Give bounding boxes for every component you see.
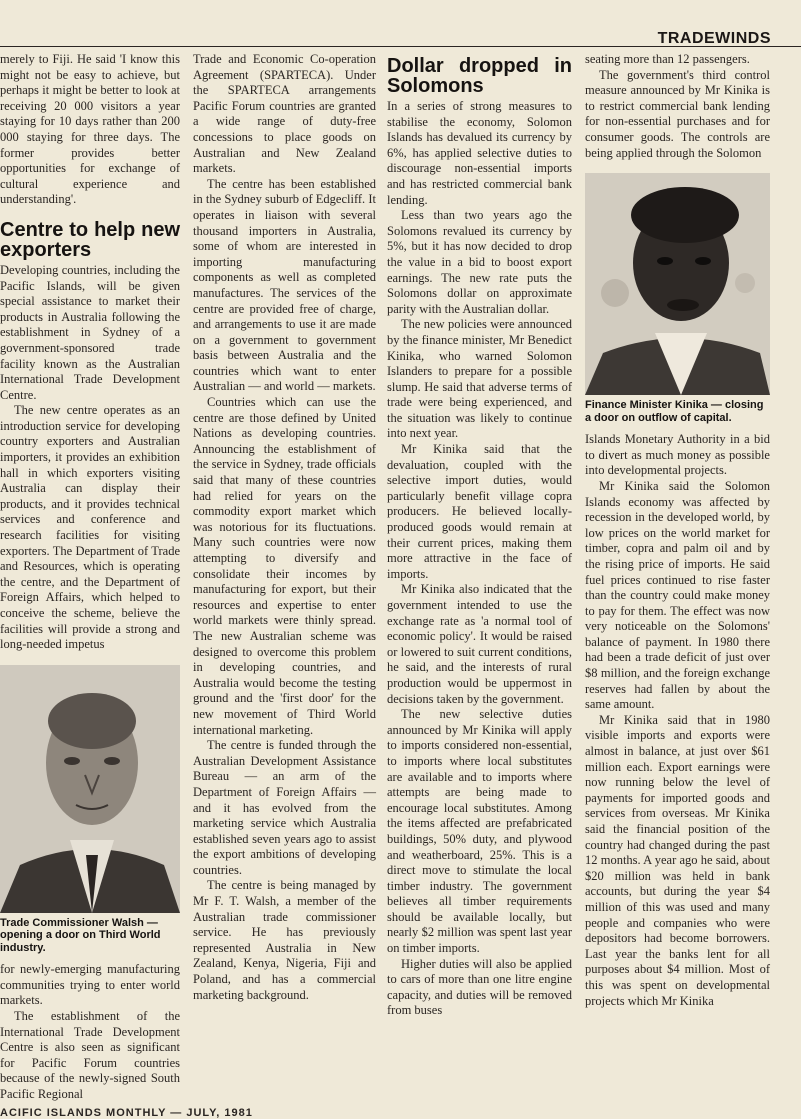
paragraph: Trade and Economic Co-operation Agreement (SPARTECA). Under the SPARTECA arrangements Pacific Forum countries are granted a wide range of duty-free concessions to place goods on Australian and New Zealand markets. <box>193 52 376 176</box>
paragraph: The new policies were announced by the finance minister, Mr Benedict Kinika, who warned Solomon Islanders to prepare for a possible slump. He said that adverse terms of trade were being experienced, and the situation was likely to continue into next year. <box>387 317 572 441</box>
page-footer: ACIFIC ISLANDS MONTHLY — JULY, 1981 <box>0 1107 253 1119</box>
paragraph: The centre is funded through the Australian Development Assistance Bureau — an arm of the Department of Foreign Affairs — and it has evolved from the marketing service which Australia established seven years ago to assist the export ambitions of developing countries. <box>193 738 376 877</box>
paragraph: seating more than 12 passengers. <box>585 52 750 66</box>
column-1 <box>0 52 180 1103</box>
paragraph: The centre has been established in the Sydney suburb of Edgecliff. It operates in liaison with several thousand importers in Australia, some of whom are interested in importing manufacturing components as well as completed manufactures. The services of the centre are provided free of charge, and arrangements to use it are made on a government to government basis between Australia and the countries which want to enter Australian — and world — markets. <box>193 176 376 394</box>
paragraph: The establishment of the International Trade Development Centre is also seen as significant for Pacific Forum countries because of the newly-signed South Pacific Regional <box>0 1009 180 1102</box>
paragraph: Higher duties will also be applied to cars of more than one litre engine capacity, and duties will be removed from buses <box>387 956 572 1018</box>
paragraph: The government's third control measure announced by Mr Kinika is to restrict commercial bank lending for non-essential purchases and for consumer goods. The controls are being applied through the Solomon <box>585 67 770 160</box>
paragraph: The centre is being managed by Mr F. T. Walsh, a member of the Australian trade commissioner service. He has previously represented Australia in New Zealand, Kenya, Nigeria, Fiji and Poland, and has a commercial marketing background. <box>193 878 376 1002</box>
paragraph: Mr Kinika also indicated that the government intended to use the exchange rate as 'a normal tool of economic policy'. It would be raised or lowered to suit current conditions, he said, and the interests of rural production would be uppermost in decisions taken by the government. <box>387 582 572 706</box>
paragraph: The new centre operates as an introduction service for developing country exporters and Australian importers, it provides an exhibition hall in which exporters visiting Australia can display their products, and it provides technical services and conference and research facilities for visiting exporters. The Department of Trade and Resources, which is operating the centre, and the Department of Foreign Affairs, which helped to conceive the scheme, believe the facilities will provide a strong and long-needed impetus <box>0 403 180 652</box>
paragraph: Islands Monetary Authority in a bid to divert as much money as possible into developmental projects. <box>585 432 770 478</box>
section-header: TRADEWINDS <box>657 30 771 47</box>
paragraph: Mr Kinika said the Solomon Islands economy was affected by recession in the developed world, by low prices on the world market for timber, copra and palm oil and by the rising price of imports. He said fuel prices continued to rise faster than the country could make money to pay for them. The effect was now very noticeable on the Solomons' balance of payment. In 1980 there had been a trade deficit of just over $8 million, and the foreign exchange reserves had fallen by about the same amount. <box>585 478 770 712</box>
paragraph: Mr Kinika said that in 1980 visible imports and exports were almost in balance, at just over $61 million each. Export earnings were now running below the level of payments for imported goods and services from overseas. Mr Kinika said the financial position of the country had changed during the past 12 months. A year ago he said, about $20 million was held in bank accounts, but during the year $4 million of this was used and many people and companies who were depositors had become borrowers. Last year the banks lent for all purposes about $4 million. Most of this was spent on developmental projects which Mr Kinika <box>585 712 770 1008</box>
paragraph: for newly-emerging manufacturing communities trying to enter world markets. <box>0 962 180 1008</box>
paragraph: Developing countries, including the Pacific Islands, will be given special assistance to market their products in Australia following the establishment in Sydney of a government-sponsored trade facility known as the Australian International Trade Development Centre. <box>0 262 180 402</box>
article-headline: Dollar dropped in Solomons <box>387 55 572 97</box>
article-headline: Centre to help new exporters <box>0 218 180 261</box>
kinika-photo <box>585 173 770 395</box>
paragraph: Countries which can use the centre are those defined by United Nations as developing countries. Announcing the establishment of the service in Sydney, trade officials said that many of these countries had relied for years on the commodity export market which was notorious for its fluctuations. Many such countries were now attempting to diversify and consolidate their incomes by manufacturing for export, but their resources and expertise to enter world markets were thinly spread. The new Australian scheme was designed to overcome this problem in developing countries, and Australia would become the testing ground and the 'first door' for the new movement of Third World international marketing. <box>193 395 376 737</box>
column-4 <box>585 52 770 1009</box>
walsh-photo <box>0 665 180 913</box>
paragraph: Less than two years ago the Solomons revalued its currency by 5%, but it has now decided to drop the value in a bid to boost export earnings. The new rate puts the Solomons dollar on approximate parity with the Australian dollar. <box>387 208 572 316</box>
paragraph: In a series of strong measures to stabilise the economy, Solomon Islands has devalued its currency by 6%, has applied selective duties to discourage non-essential imports and has restricted commercial bank lending. <box>387 99 572 207</box>
photo-caption: Finance Minister Kinika — closing a door on outflow of capital. <box>585 399 764 424</box>
column-2 <box>193 52 376 1003</box>
paragraph: Mr Kinika said that the devaluation, coupled with the selective import duties, would particularly benefit village copra producers. He believed locally-produced goods would remain at their current prices, making them more attractive in the face of imports. <box>387 442 572 581</box>
photo-caption: Trade Commissioner Walsh — opening a door on Third World industry. <box>0 916 161 954</box>
paragraph: merely to Fiji. He said 'I know this might not be easy to achieve, but perhaps it might be better to look at receiving 20 000 visitors a year staying for 10 days rather than 200 000 staying for three days. The former provides better opportunities for exchange of cultural experience and understanding'. <box>0 52 180 207</box>
column-3 <box>387 52 572 1019</box>
paragraph: The new selective duties announced by Mr Kinika will apply to imports considered non-essential, to imports where local substitutes are available and to imports where attempts are being made to encourage local substitutes. Among the items affected are prefabricated buildings, 50% duty, and plywood and weatherboard, 25%. This is a direct move to stimulate the local timber industry. The government believes all timber requirements should be available locally, but nearly $2 million was spent last year on timber imports. <box>387 707 572 956</box>
